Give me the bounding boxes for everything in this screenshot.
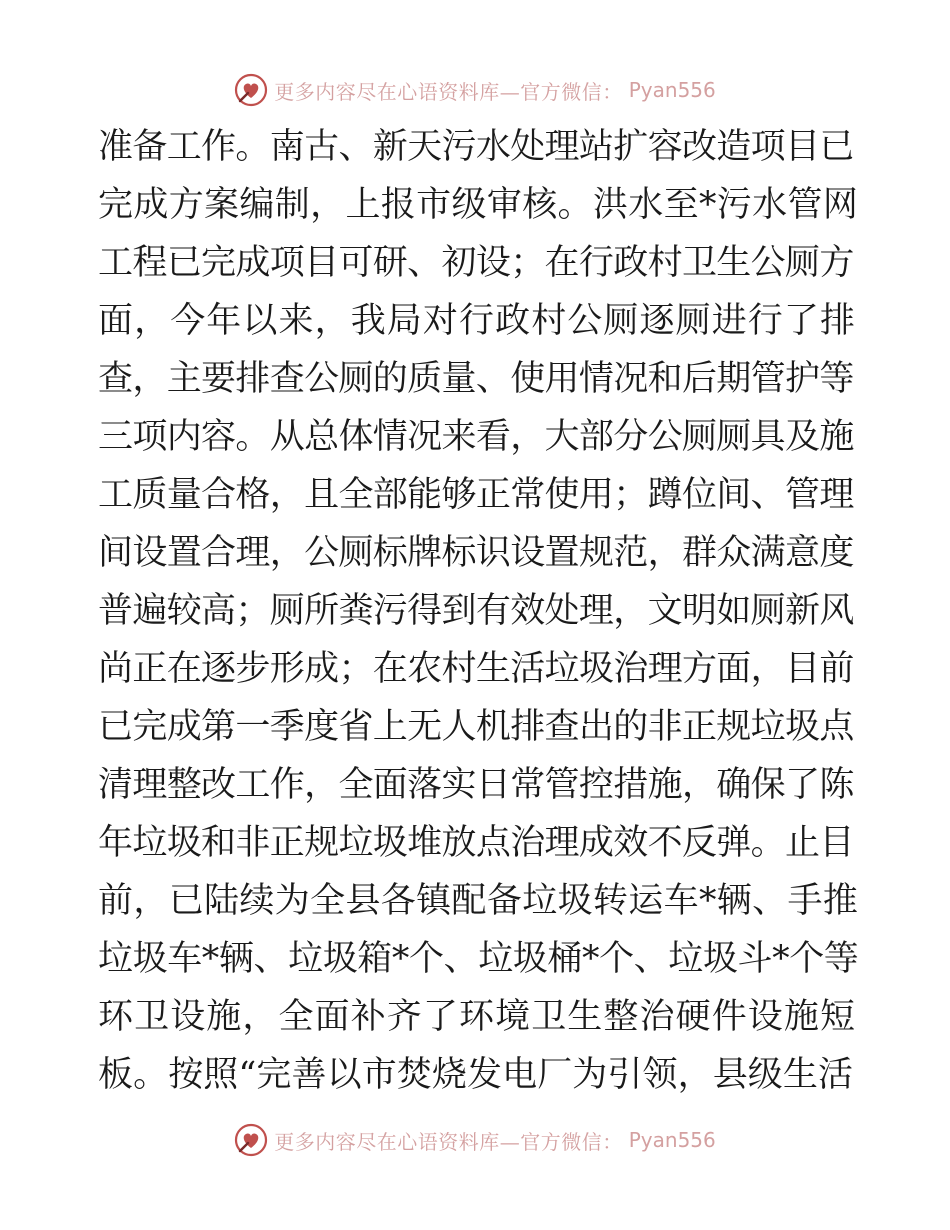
- watermark-group: [234, 1123, 716, 1157]
- text-line: 查，主要排查公厕的质量、使用情况和后期管护等: [98, 359, 854, 399]
- footer-watermark: [0, 1120, 950, 1160]
- text-line: 年垃圾和非正规垃圾堆放点治理成效不反弹。止目: [98, 823, 854, 863]
- text-line: 尚正在逐步形成；在农村生活垃圾治理方面，目前: [98, 649, 854, 689]
- header-watermark: [0, 70, 950, 110]
- document-body: [98, 118, 858, 1104]
- text-line: 清理整改工作，全面落实日常管控措施，确保了陈: [98, 765, 854, 805]
- text-line: 已完成第一季度省上无人机排查出的非正规垃圾点: [98, 707, 854, 747]
- text-line: 准备工作。南古、新天污水处理站扩容改造项目已: [98, 127, 854, 167]
- text-line: 完成方案编制，上报市级审核。洪水至*污水管网: [98, 185, 859, 225]
- text-line: 垃圾车*辆、垃圾箱*个、垃圾桶*个、垃圾斗*个等: [98, 939, 859, 979]
- watermark-text: 更多内容尽在心语资料库—官方微信：: [274, 1129, 623, 1154]
- watermark-group: [234, 73, 716, 107]
- text-line: 板。按照“完善以市焚烧发电厂为引领，县级生活: [98, 1055, 854, 1095]
- heart-pen-logo-icon: [234, 73, 268, 107]
- text-line: 环卫设施，全面补齐了环境卫生整治硬件设施短: [98, 997, 857, 1037]
- watermark-contact: Pyan556: [628, 78, 716, 102]
- text-line: 工程已完成项目可研、初设；在行政村卫生公厕方: [98, 243, 854, 283]
- text-line: 间设置合理，公厕标牌标识设置规范，群众满意度: [98, 533, 854, 573]
- watermark-contact: Pyan556: [628, 1128, 716, 1152]
- text-line: 普遍较高；厕所粪污得到有效处理，文明如厕新风: [98, 591, 854, 631]
- text-line: 前，已陆续为全县各镇配备垃圾转运车*辆、手推: [98, 881, 859, 921]
- text-line: 面，今年以来，我局对行政村公厕逐厕进行了排: [98, 301, 857, 341]
- text-line: 三项内容。从总体情况来看，大部分公厕厕具及施: [98, 417, 854, 457]
- text-line: 工质量合格，且全部能够正常使用；蹲位间、管理: [98, 475, 854, 515]
- watermark-text: 更多内容尽在心语资料库—官方微信：: [274, 79, 623, 104]
- heart-pen-logo-icon: [234, 1123, 268, 1157]
